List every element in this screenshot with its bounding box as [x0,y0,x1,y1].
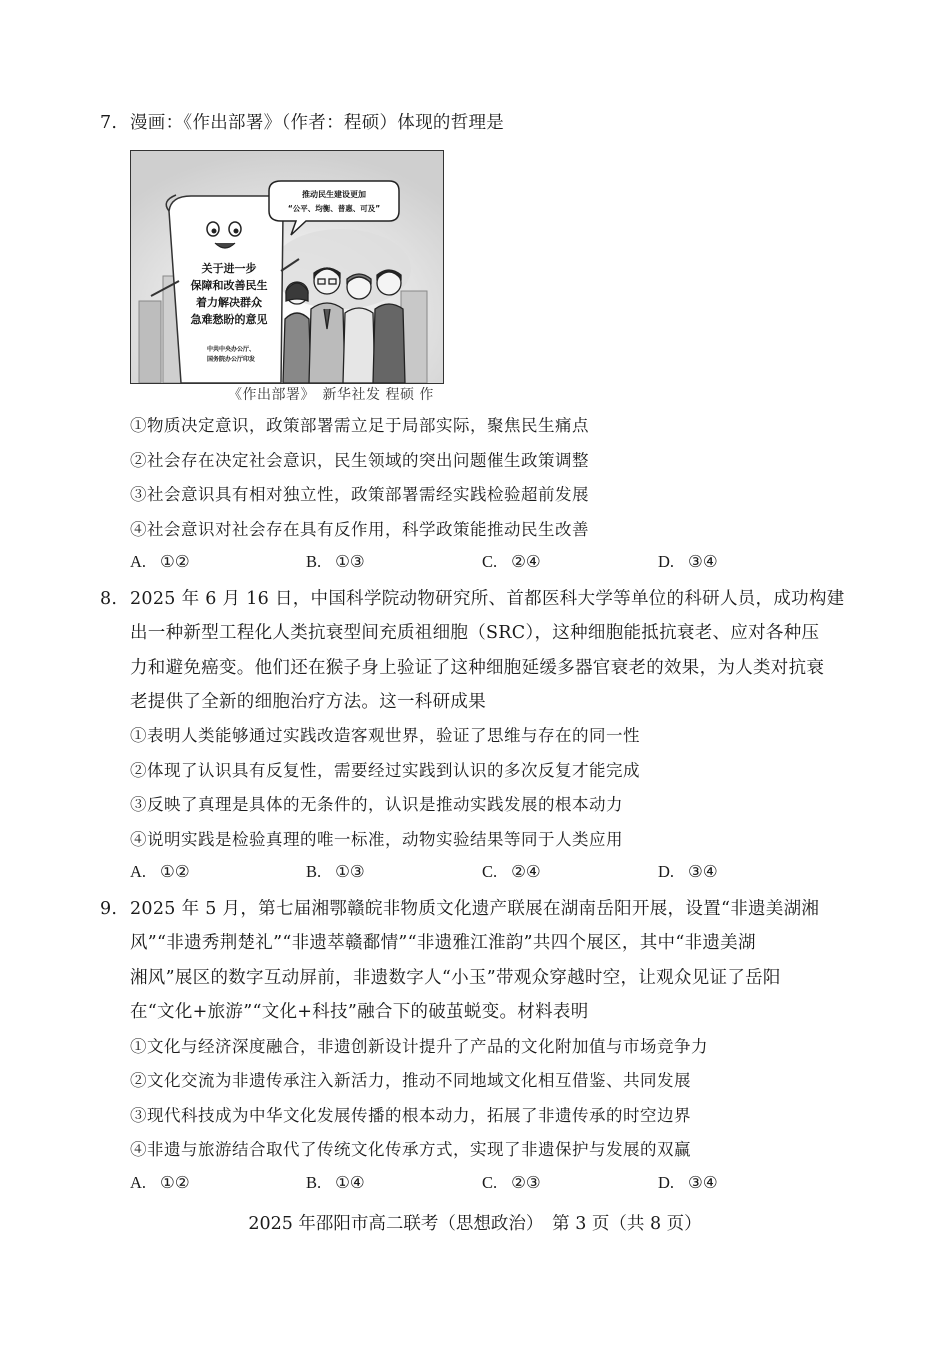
doc-issuer-1: 中共中央办公厅、 [206,346,256,353]
q7-option-4: ④社会意识对社会存在具有反作用，科学政策能推动民生改善 [130,520,589,539]
q8-choice-d[interactable]: D. ③④ [658,862,718,881]
q9-choice-d[interactable]: D. ③④ [658,1173,718,1192]
q7-choice-a[interactable]: A. ①② [130,552,190,571]
q9-choices [130,1173,850,1197]
q9-choice-c[interactable]: C. ②③ [482,1173,541,1192]
question-8-stem-line-2: 出一种新型工程化人类抗衰型间充质祖细胞（SRC），这种细胞能抵抗衰老、应对各种压 [130,623,820,643]
question-9-number: 9. [100,899,118,919]
question-9-stem-line-4: 在“文化+旅游”“文化+科技”融合下的破茧蜕变。材料表明 [130,1002,589,1022]
cartoon-svg [131,151,443,383]
q8-option-2: ②体现了认识具有反复性，需要经过实践到认识的多次反复才能完成 [130,761,640,780]
cartoon-illustration [130,150,444,384]
q7-option-1: ①物质决定意识，政策部署需立足于局部实际，聚焦民生痛点 [130,416,589,435]
doc-issuer-2: 国务院办公厅印发 [206,356,256,363]
question-9-stem-line-3: 湘风”展区的数字互动屏前，非遗数字人“小玉”带观众穿越时空，让观众见证了岳阳 [130,968,781,988]
question-9-stem-line-2: 风”“非遗秀荆楚礼”“非遗萃赣鄱情”“非遗雅江淮韵”共四个展区，其中“非遗美湖 [130,933,756,953]
q9-option-4: ④非遗与旅游结合取代了传统文化传承方式，实现了非遗保护与发展的双赢 [130,1140,691,1159]
page-footer: 2025 年邵阳市高二联考（思想政治） 第 3 页（共 8 页） [248,1214,702,1234]
doc-line-2: 保障和改善民生 [190,279,268,292]
q7-option-2: ②社会存在决定社会意识，民生领域的突出问题催生政策调整 [130,451,589,470]
q7-option-3: ③社会意识具有相对独立性，政策部署需经实践检验超前发展 [130,485,589,504]
q9-option-2: ②文化交流为非遗传承注入新活力，推动不同地域文化相互借鉴、共同发展 [130,1071,691,1090]
q8-choices [130,862,850,886]
q9-choice-a[interactable]: A. ①② [130,1173,190,1192]
doc-line-4: 急难愁盼的意见 [190,313,268,326]
q8-choice-c[interactable]: C. ②④ [482,862,541,881]
q8-choice-a[interactable]: A. ①② [130,862,190,881]
q7-choices [130,552,850,576]
q8-option-4: ④说明实践是检验真理的唯一标准，动物实验结果等同于人类应用 [130,830,623,849]
q7-choice-b[interactable]: B. ①③ [306,552,365,571]
q9-option-3: ③现代科技成为中华文化发展传播的根本动力，拓展了非遗传承的时空边界 [130,1106,691,1125]
q7-choice-c[interactable]: C. ②④ [482,552,541,571]
q7-choice-d[interactable]: D. ③④ [658,552,718,571]
question-8-stem-line-4: 老提供了全新的细胞治疗方法。这一科研成果 [130,692,486,712]
q8-option-3: ③反映了真理是具体的无条件的，认识是推动实践发展的根本动力 [130,795,623,814]
bubble-line-1: 推动民生建设更加 [302,190,366,199]
cartoon-caption: 《作出部署》 新华社发 程硕 作 [228,387,434,403]
q9-option-1: ①文化与经济深度融合，非遗创新设计提升了产品的文化附加值与市场竞争力 [130,1037,708,1056]
question-7-number: 7. [100,113,118,133]
bubble-line-2: “公平、均衡、普惠、可及” [287,204,381,213]
question-8-stem-line-3: 力和避免癌变。他们还在猴子身上验证了这种细胞延缓多器官衰老的效果，为人类对抗衰 [130,658,825,678]
question-8-stem-line-1: 2025 年 6 月 16 日，中国科学院动物研究所、首都医科大学等单位的科研人员，成功构建 [130,589,845,609]
question-8-number: 8. [100,589,118,609]
q9-choice-b[interactable]: B. ①④ [306,1173,365,1192]
question-9-stem-line-1: 2025 年 5 月，第七届湘鄂赣皖非物质文化遗产联展在湖南岳阳开展，设置“非遗美湖湘 [130,899,820,919]
q8-choice-b[interactable]: B. ①③ [306,862,365,881]
question-7-stem: 漫画：《作出部署》（作者：程硕）体现的哲理是 [130,113,505,133]
q8-option-1: ①表明人类能够通过实践改造客观世界，验证了思维与存在的同一性 [130,726,640,745]
doc-line-1: 关于进一步 [201,262,257,275]
doc-line-3: 着力解决群众 [196,296,262,309]
